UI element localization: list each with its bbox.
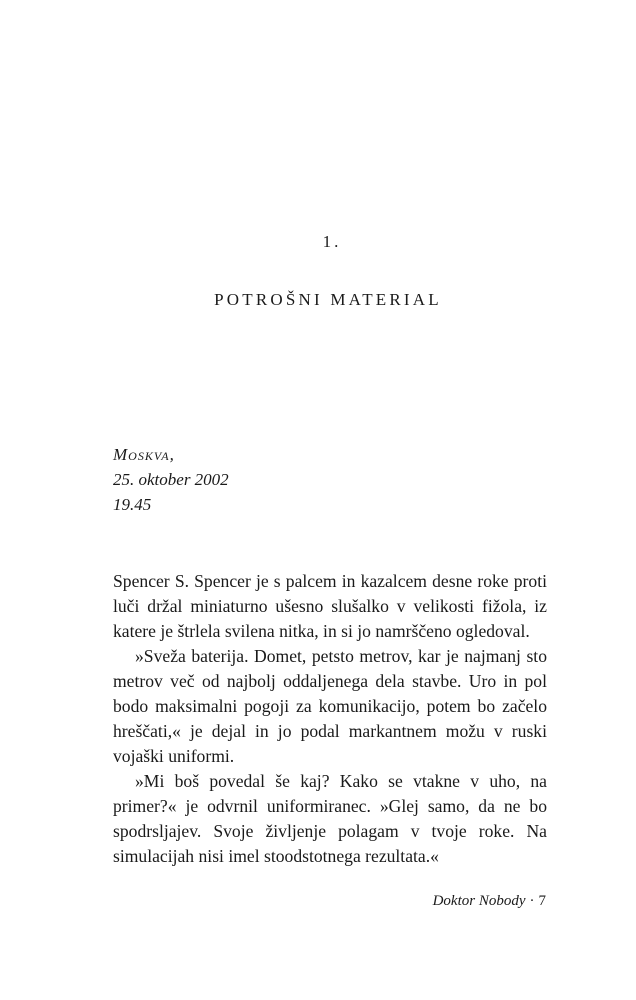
page-number: 7 [538,893,546,909]
paragraph: »Mi boš povedal še kaj? Kako se vtakne v uho, na primer?« je odvrnil uniformiranec. »Glej samo, da ne bo spodrsljajev. Svoje življenje polagam v tvoje roke. Na simulacijah nisi imel stoodstotnega rezultata.« [113,771,547,866]
dateline-place: Moskva, [113,445,175,464]
footer-book-title: Doktor Nobody [432,893,526,909]
dateline [113,442,229,517]
body-text [113,569,547,869]
footer-separator: · [529,893,535,909]
dateline-time: 19.45 [113,495,152,514]
dateline-date: 25. oktober 2002 [113,470,229,489]
chapter-title: POTROŠNI MATERIAL [214,290,442,309]
chapter-number: 1. [322,232,342,251]
paragraph: Spencer S. Spencer je s palcem in kazalcem desne roke proti luči držal miniaturno ušesno slušalko v velikosti fižola, iz katere je štrlela svilena nitka, in si jo namrščeno ogledoval. [113,571,547,641]
paragraph: »Sveža baterija. Domet, petsto metrov, kar je najmanj sto metrov več od najbolj oddaljenega dela stavbe. Uro in pol bodo maksimalni pogoji za komunikacijo, potem bo začelo hreščati,« je dejal in jo podal markantnem možu v ruski vojaški uniformi. [113,646,547,766]
running-footer [433,893,546,910]
